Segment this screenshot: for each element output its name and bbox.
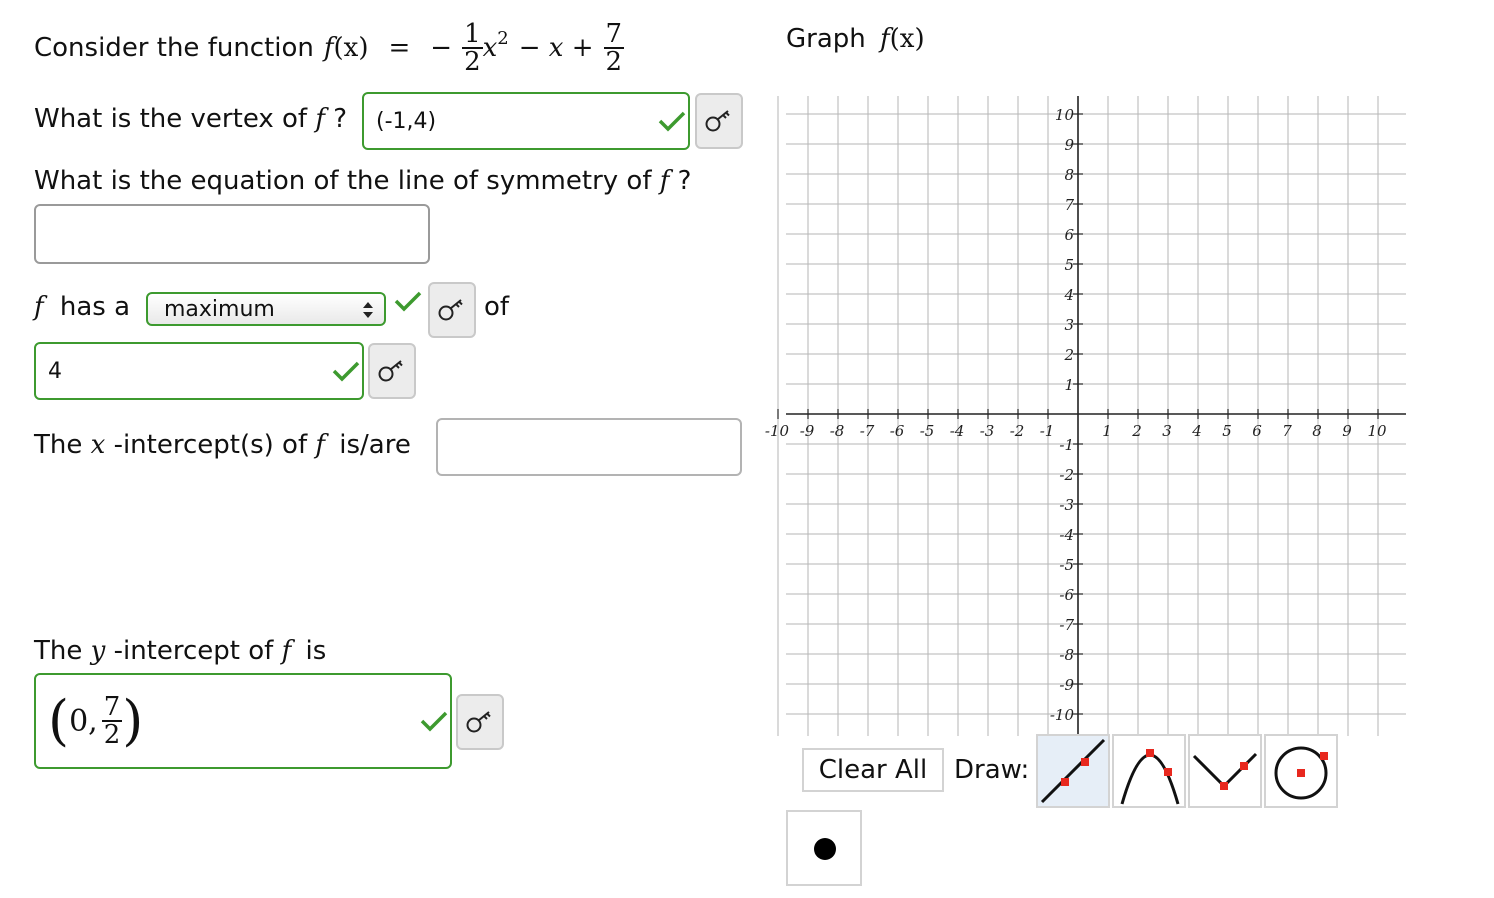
x-tick-label: -1 [1039,422,1055,440]
y-tick-label: 9 [1064,136,1074,154]
minus-x-plus: − x + [518,33,594,63]
function-arg: (x) [333,33,369,63]
symmetry-question [34,166,691,196]
vertex-answer-key-button[interactable] [695,93,743,149]
vertex-question-text: What is the vertex of [34,104,308,134]
extremum-value: 4 [48,358,62,384]
x-tick-label: -9 [799,422,815,440]
vertex-question [34,104,347,134]
coefficient-denominator: 2 [464,47,481,77]
x-tick-label: 1 [1102,422,1112,440]
vertex-check-icon [658,110,686,132]
vertex-input[interactable] [362,92,690,150]
draw-label: Draw: [954,755,1030,785]
absolute-value-tool-icon [1190,736,1260,806]
x-intercept-var: x [90,430,106,460]
extremum-has-a: has a [59,292,131,322]
circle-tool[interactable] [1264,734,1338,808]
graph-title-f: f [880,24,890,54]
extremum-value-check-icon [332,360,360,382]
x-squared-exponent: 2 [497,27,509,49]
consider-text: Consider the function [34,33,314,63]
y-tick-label: -6 [1059,586,1074,604]
x-tick-label: 9 [1342,422,1352,440]
x-intercept-input[interactable] [436,418,742,476]
graph-title-arg: (x) [889,24,925,54]
symmetry-question-f: f [659,166,670,196]
y-tick-label: 1 [1064,376,1074,394]
extremum-label [34,292,130,322]
y-tick-label: 10 [1054,106,1074,124]
x-intercept-suffix: is/are [339,430,411,460]
x-intercept-f: f [315,430,325,460]
y-tick-label: -8 [1059,646,1074,664]
point-tool[interactable] [786,810,862,886]
x-tick-label: 5 [1222,422,1232,440]
select-arrows-icon [362,300,374,320]
key-icon [377,358,407,384]
x-intercept-prefix: The [34,430,83,460]
y-intercept-close-paren: ) [122,689,144,752]
x-tick-label: 7 [1282,422,1292,440]
y-tick-label: -2 [1059,466,1074,484]
coefficient-numerator: 1 [464,19,481,49]
x-tick-label: 6 [1252,422,1262,440]
vertex-question-mark: ? [333,104,348,134]
y-intercept-suffix: is [305,636,327,666]
x-tick-label: 2 [1132,422,1142,440]
extremum-of: of [484,292,510,322]
x-tick-label: -7 [859,422,875,440]
symmetry-question-mark: ? [677,166,692,196]
parabola-tool-icon [1114,736,1184,806]
x-tick-label: 8 [1312,422,1322,440]
y-intercept-prefix: The [34,636,83,666]
line-tool[interactable] [1036,734,1110,808]
y-tick-label: -3 [1059,496,1074,514]
x-tick-label: 3 [1162,422,1172,440]
y-tick-label: -7 [1059,616,1074,634]
y-tick-label: 5 [1064,256,1074,274]
parabola-tool[interactable] [1112,734,1186,808]
y-tick-label: 2 [1064,346,1074,364]
y-intercept-var: y [90,636,106,666]
y-intercept-input[interactable] [34,673,452,769]
y-tick-label: -10 [1049,706,1074,724]
x-tick-label: -4 [949,422,965,440]
x-tick-label: 10 [1367,422,1387,440]
extremum-select-value: maximum [164,296,275,322]
y-intercept-question [34,636,326,666]
x-tick-label: -5 [919,422,935,440]
y-tick-label: -9 [1059,676,1074,694]
constant-fraction [604,21,625,75]
y-intercept-zero: 0, [69,703,98,739]
constant-denominator: 2 [605,47,623,77]
key-icon [465,709,495,735]
x-tick-label: -2 [1009,422,1025,440]
x-tick-label: -6 [889,422,905,440]
x-tick-label: -10 [764,422,790,440]
x-squared-base: x [482,33,498,63]
x-tick-label: -8 [829,422,845,440]
symmetry-question-text: What is the equation of the line of symmetry of [34,166,652,196]
y-tick-label: 3 [1064,316,1074,334]
y-tick-label: -4 [1059,526,1074,544]
y-intercept-f: f [281,636,292,666]
x-intercept-question [34,430,411,460]
key-icon [437,297,467,323]
extremum-value-key-button[interactable] [368,343,416,399]
x-intercept-middle: -intercept(s) of [113,430,308,460]
y-intercept-check-icon [420,710,448,732]
coefficient-fraction [462,21,483,75]
extremum-value-input[interactable] [34,342,364,400]
y-intercept-fraction [102,694,123,748]
y-intercept-open-paren: ( [48,689,70,752]
x-tick-label: 4 [1192,422,1202,440]
y-tick-label: 4 [1064,286,1074,304]
extremum-check-icon [394,290,422,312]
y-intercept-middle: -intercept of [113,636,274,666]
constant-numerator: 7 [605,19,623,49]
y-tick-label: 7 [1064,196,1074,214]
equals-sign: = [388,33,411,63]
leading-minus: − [430,33,453,63]
key-icon [704,108,734,134]
absolute-value-tool[interactable] [1188,734,1262,808]
symmetry-input[interactable] [34,204,430,264]
point-tool-icon [788,812,860,884]
extremum-select[interactable] [146,292,386,326]
function-name: f [323,33,334,63]
clear-all-label: Clear All [818,755,928,785]
y-intercept-key-button[interactable] [456,694,504,750]
vertex-question-f: f [315,104,325,134]
extremum-f: f [34,292,44,322]
line-tool-icon [1038,736,1108,806]
extremum-answer-key-button[interactable] [428,282,476,338]
y-tick-label: 6 [1064,226,1074,244]
y-tick-label: -1 [1059,436,1074,454]
y-intercept-numerator: 7 [103,692,121,722]
x-tick-label: -3 [979,422,995,440]
circle-tool-icon [1266,736,1336,806]
y-intercept-denominator: 2 [103,720,121,750]
graph-canvas[interactable] [764,96,1406,736]
y-tick-label: -5 [1059,556,1074,574]
graph-title-prefix: Graph [786,24,866,54]
vertex-input-value: (-1,4) [376,108,437,134]
function-prompt [34,8,624,88]
y-tick-label: 8 [1064,166,1074,184]
clear-all-button[interactable] [802,748,944,792]
graph-title [786,24,925,54]
